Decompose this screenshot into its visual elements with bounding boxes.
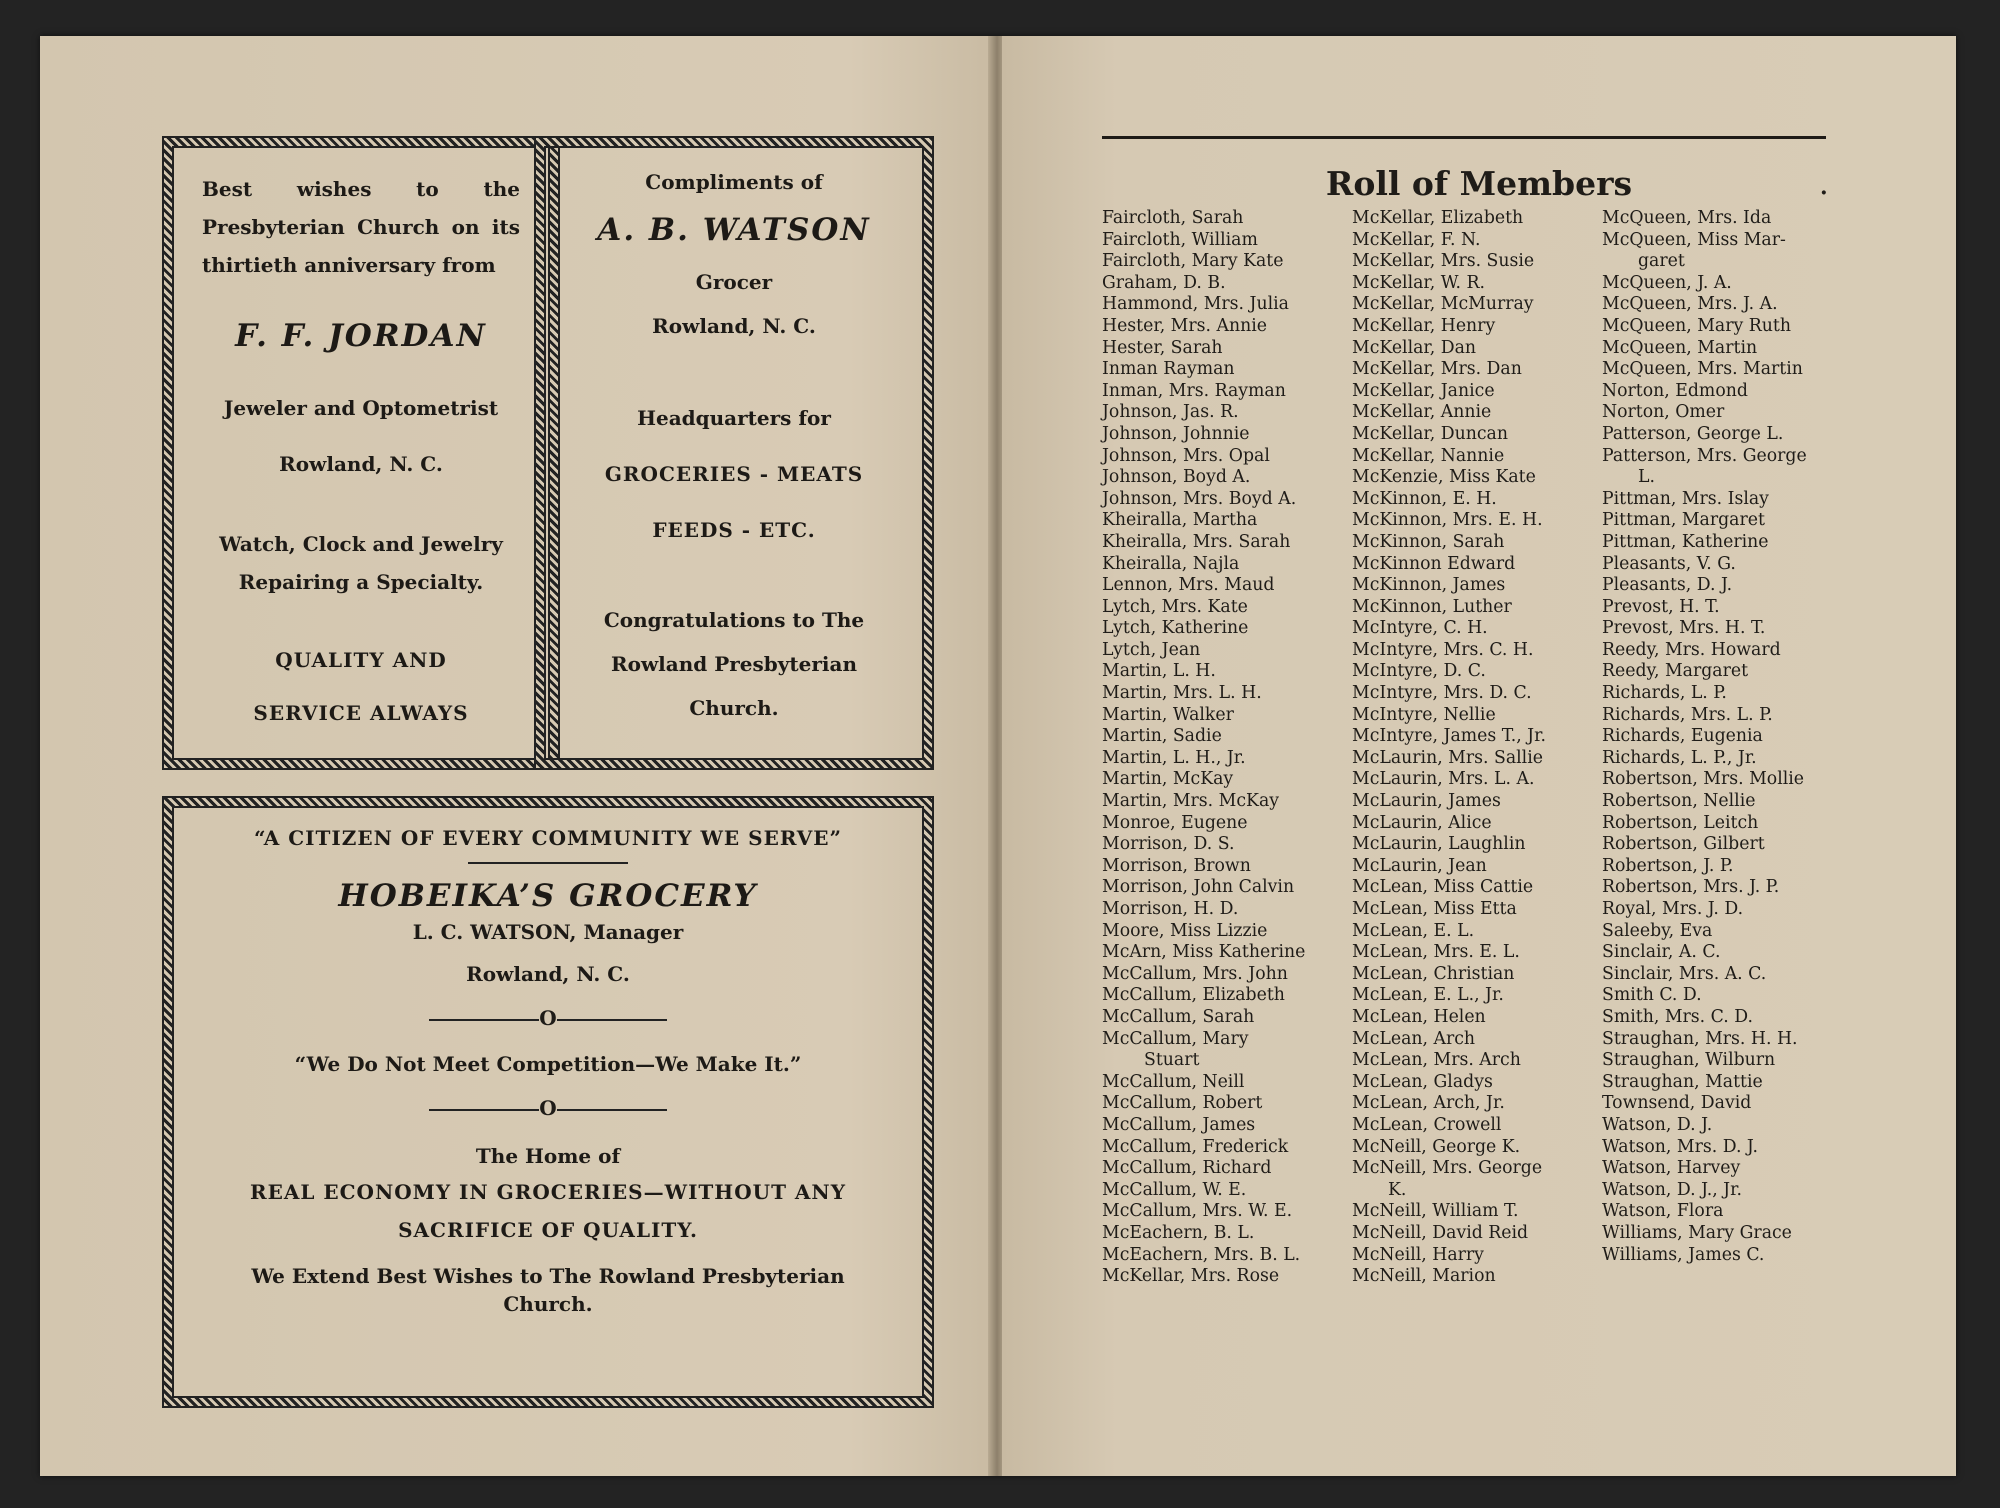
- hobeika-wishes-2: Church.: [503, 1292, 593, 1316]
- jordan-location: Rowland, N. C.: [279, 452, 443, 476]
- member-name: Saleeby, Eva: [1602, 920, 1713, 941]
- member-name: McKellar, Mrs. Dan: [1352, 359, 1522, 380]
- member-name: McLaurin, Laughlin: [1352, 834, 1526, 855]
- member-name: Graham, D. B.: [1102, 272, 1226, 293]
- member-name: Robertson, Nellie: [1602, 791, 1756, 812]
- member-name: McCallum, James: [1102, 1114, 1256, 1135]
- watson-hq: Headquarters for: [637, 406, 831, 430]
- watson-location: Rowland, N. C.: [652, 314, 816, 338]
- member-name: McLaurin, James: [1352, 791, 1501, 812]
- member-name: Pleasants, V. G.: [1602, 553, 1736, 574]
- member-name: Kheiralla, Martha: [1102, 510, 1258, 531]
- ad-hobeika: [162, 796, 934, 1408]
- member-name: McLean, Arch, Jr.: [1352, 1093, 1505, 1114]
- member-name: Morrison, Brown: [1102, 855, 1251, 876]
- member-name: Kheiralla, Najla: [1102, 553, 1240, 574]
- member-name: K.: [1388, 1179, 1407, 1200]
- member-name: McLaurin, Mrs. Sallie: [1352, 747, 1543, 768]
- member-name: Royal, Mrs. J. D.: [1602, 899, 1744, 919]
- hobeika-name: HOBEIKA’S GROCERY: [338, 878, 758, 914]
- member-name: McIntyre, Mrs. C. H.: [1352, 639, 1534, 660]
- member-name: Prevost, Mrs. H. T.: [1602, 618, 1766, 639]
- member-name: Richards, Mrs. L. P.: [1602, 704, 1773, 725]
- jordan-name: F. F. JORDAN: [235, 318, 487, 354]
- member-name: McCallum, Richard: [1102, 1158, 1272, 1179]
- member-name: Lytch, Jean: [1102, 639, 1201, 660]
- member-name: Hester, Mrs. Annie: [1102, 315, 1267, 336]
- member-name: McKinnon, Mrs. E. H.: [1352, 510, 1543, 531]
- member-name: McQueen, Mrs. J. A.: [1602, 294, 1778, 315]
- left-page: [40, 36, 992, 1476]
- ad-watson: [534, 136, 934, 770]
- member-name: McCallum, Mrs. W. E.: [1102, 1201, 1293, 1222]
- member-name: McCallum, Robert: [1102, 1093, 1263, 1114]
- top-rule: [1102, 136, 1826, 139]
- separator-2: [172, 1096, 924, 1120]
- member-name: McQueen, Mrs. Ida: [1602, 208, 1772, 228]
- member-name: McLean, Christian: [1352, 963, 1515, 984]
- member-name: McKinnon, E. H.: [1352, 488, 1497, 509]
- member-name: Inman Rayman: [1102, 359, 1235, 380]
- member-name: Robertson, J. P.: [1602, 855, 1734, 876]
- watson-intro: Compliments of: [645, 170, 823, 194]
- member-name: McEachern, B. L.: [1102, 1222, 1255, 1243]
- member-name: Watson, Mrs. D. J.: [1602, 1136, 1759, 1157]
- member-name: McNeill, Harry: [1352, 1244, 1484, 1265]
- member-name: L.: [1638, 467, 1655, 488]
- member-name: Reedy, Margaret: [1602, 661, 1749, 682]
- member-name: Inman, Mrs. Rayman: [1102, 380, 1286, 401]
- member-name: Robertson, Mrs. J. P.: [1602, 877, 1780, 898]
- member-name: McQueen, Martin: [1602, 337, 1758, 358]
- member-name: Martin, Mrs. McKay: [1102, 791, 1280, 812]
- member-name: McLaurin, Jean: [1352, 855, 1487, 876]
- member-name: Richards, L. P.: [1602, 683, 1727, 704]
- member-name: McKellar, Henry: [1352, 315, 1496, 336]
- member-name: McLaurin, Alice: [1352, 812, 1492, 833]
- watson-name: A. B. WATSON: [597, 212, 871, 248]
- member-name: Johnson, Mrs. Boyd A.: [1102, 488, 1297, 509]
- member-name: Robertson, Gilbert: [1602, 834, 1765, 855]
- member-name: Pittman, Mrs. Islay: [1602, 488, 1769, 509]
- hobeika-economy-2: SACRIFICE OF QUALITY.: [398, 1218, 698, 1242]
- member-name: Martin, McKay: [1102, 769, 1234, 790]
- member-name: Lytch, Mrs. Kate: [1102, 596, 1248, 617]
- watson-congrats-3: Church.: [689, 696, 779, 720]
- members-column-2: [1352, 208, 1602, 1288]
- member-name: McCallum, W. E.: [1102, 1179, 1247, 1200]
- member-name: Johnson, Jas. R.: [1102, 402, 1239, 423]
- member-name: McLean, Crowell: [1352, 1114, 1502, 1135]
- member-name: McNeill, Marion: [1352, 1266, 1496, 1287]
- separator-1: [172, 1006, 924, 1030]
- member-name: Martin, Mrs. L. H.: [1102, 683, 1262, 704]
- member-name: McKellar, Duncan: [1352, 423, 1508, 444]
- member-name: Watson, Flora: [1602, 1201, 1724, 1222]
- member-name: McLean, E. L., Jr.: [1352, 985, 1504, 1006]
- member-name: Straughan, Wilburn: [1602, 1050, 1776, 1071]
- member-name: Morrison, H. D.: [1102, 899, 1239, 919]
- member-name: Richards, L. P., Jr.: [1602, 747, 1757, 768]
- right-page: [1002, 36, 1956, 1476]
- separator-mark: O: [539, 1096, 557, 1120]
- member-name: McKellar, W. R.: [1352, 272, 1485, 293]
- member-name: McIntyre, Nellie: [1352, 704, 1496, 725]
- members-column-3: [1602, 208, 1852, 1266]
- member-name: Martin, L. H., Jr.: [1102, 747, 1246, 768]
- member-name: Lennon, Mrs. Maud: [1102, 575, 1275, 596]
- member-name: McKellar, Mrs. Rose: [1102, 1266, 1280, 1287]
- member-name: Faircloth, Mary Kate: [1102, 251, 1284, 272]
- member-name: McLean, Miss Cattie: [1352, 877, 1534, 898]
- member-name: McLean, Mrs. Arch: [1352, 1050, 1521, 1071]
- stray-dot: ·: [1820, 180, 1828, 206]
- member-name: McQueen, Mary Ruth: [1602, 315, 1791, 336]
- member-name: Watson, D. J., Jr.: [1602, 1179, 1742, 1200]
- member-name: Pleasants, D. J.: [1602, 575, 1733, 596]
- member-name: Smith, Mrs. C. D.: [1602, 1006, 1753, 1027]
- member-name: McKinnon, Luther: [1352, 596, 1512, 617]
- member-name: Johnson, Johnnie: [1102, 423, 1250, 444]
- member-name: McIntyre, C. H.: [1352, 618, 1488, 639]
- member-name: McKenzie, Miss Kate: [1352, 467, 1536, 488]
- member-name: McCallum, Neill: [1102, 1071, 1245, 1092]
- member-name: McLean, Arch: [1352, 1028, 1476, 1049]
- member-name: Martin, L. H.: [1102, 661, 1216, 682]
- jordan-specialty-2: Repairing a Specialty.: [238, 570, 484, 594]
- member-name: Watson, D. J.: [1602, 1114, 1713, 1135]
- member-name: McArn, Miss Katherine: [1102, 942, 1306, 963]
- member-name: McLean, Helen: [1352, 1006, 1486, 1027]
- member-name: Norton, Omer: [1602, 402, 1725, 423]
- member-name: McCallum, Mrs. John: [1102, 963, 1288, 984]
- booklet-spread: [40, 36, 1956, 1476]
- member-name: McLean, Miss Etta: [1352, 899, 1517, 919]
- member-name: Pittman, Margaret: [1602, 510, 1765, 531]
- member-name: Faircloth, William: [1102, 229, 1258, 250]
- member-name: McKellar, Elizabeth: [1352, 208, 1524, 228]
- member-name: McQueen, J. A.: [1602, 272, 1732, 293]
- member-name: Patterson, George L.: [1602, 423, 1784, 444]
- member-name: Robertson, Leitch: [1602, 812, 1759, 833]
- jordan-trade: Jeweler and Optometrist: [223, 396, 499, 420]
- member-name: McKellar, Janice: [1352, 380, 1495, 401]
- member-name: McIntyre, Mrs. D. C.: [1352, 683, 1532, 704]
- hobeika-quote: “We Do Not Meet Competition—We Make It.”: [294, 1052, 802, 1076]
- member-name: Monroe, Eugene: [1102, 812, 1248, 833]
- member-name: McKinnon, James: [1352, 575, 1506, 596]
- watson-trade: Grocer: [695, 270, 773, 294]
- member-name: Stuart: [1144, 1050, 1200, 1071]
- member-name: Kheiralla, Mrs. Sarah: [1102, 531, 1291, 552]
- hobeika-location: Rowland, N. C.: [466, 962, 630, 986]
- member-name: McKellar, Nannie: [1352, 445, 1505, 466]
- member-name: Morrison, D. S.: [1102, 834, 1235, 855]
- member-name: McCallum, Frederick: [1102, 1136, 1289, 1157]
- member-name: McLean, Gladys: [1352, 1071, 1493, 1092]
- separator-mark: O: [539, 1006, 557, 1030]
- member-name: McKellar, McMurray: [1352, 294, 1534, 315]
- member-name: McCallum, Mary: [1102, 1028, 1249, 1049]
- jordan-specialty-1: Watch, Clock and Jewelry: [219, 532, 503, 556]
- watson-congrats-2: Rowland Presbyterian: [611, 652, 857, 676]
- member-name: Townsend, David: [1602, 1093, 1752, 1114]
- watson-goods-1: GROCERIES - MEATS: [604, 462, 864, 486]
- member-name: McKellar, Annie: [1352, 402, 1492, 423]
- member-name: McNeill, George K.: [1352, 1136, 1521, 1157]
- member-name: Hammond, Mrs. Julia: [1102, 294, 1289, 315]
- hobeika-economy-1: REAL ECONOMY IN GROCERIES—WITHOUT ANY: [249, 1180, 846, 1204]
- member-name: Martin, Sadie: [1102, 726, 1222, 747]
- jordan-intro: Best wishes to the Presbyterian Church on its thirtieth anniversary from: [202, 177, 520, 277]
- member-name: Prevost, H. T.: [1602, 596, 1720, 617]
- member-name: Reedy, Mrs. Howard: [1602, 639, 1781, 660]
- member-name: McIntyre, James T., Jr.: [1352, 726, 1546, 747]
- member-name: Morrison, John Calvin: [1102, 877, 1295, 898]
- hobeika-rule: [468, 862, 628, 864]
- member-name: Sinclair, A. C.: [1602, 942, 1721, 963]
- member-name: McQueen, Mrs. Martin: [1602, 359, 1803, 380]
- member-name: Straughan, Mattie: [1602, 1071, 1763, 1092]
- watson-goods-2: FEEDS - ETC.: [652, 518, 816, 542]
- member-name: McKellar, Mrs. Susie: [1352, 251, 1535, 272]
- member-name: Moore, Miss Lizzie: [1102, 920, 1268, 941]
- member-name: Johnson, Boyd A.: [1102, 467, 1251, 488]
- member-name: Martin, Walker: [1102, 704, 1234, 725]
- member-name: Sinclair, Mrs. A. C.: [1602, 963, 1767, 984]
- members-column-1: [1102, 208, 1352, 1288]
- hobeika-manager: L. C. WATSON, Manager: [412, 920, 684, 944]
- member-name: McEachern, Mrs. B. L.: [1102, 1244, 1301, 1265]
- member-name: Richards, Eugenia: [1602, 726, 1763, 747]
- member-name: McLean, Mrs. E. L.: [1352, 942, 1520, 963]
- member-name: Lytch, Katherine: [1102, 618, 1249, 639]
- member-name: McKinnon Edward: [1352, 553, 1516, 574]
- ad-jordan: [162, 136, 560, 770]
- jordan-slogan-1: QUALITY AND: [275, 648, 447, 672]
- roll-title: Roll of Members: [1325, 164, 1633, 203]
- member-name: Johnson, Mrs. Opal: [1102, 445, 1270, 466]
- member-name: Straughan, Mrs. H. H.: [1602, 1028, 1798, 1049]
- hobeika-home: The Home of: [475, 1144, 621, 1168]
- member-name: McKellar, F. N.: [1352, 229, 1481, 250]
- member-name: Williams, Mary Grace: [1602, 1222, 1792, 1243]
- member-name: McCallum, Elizabeth: [1102, 985, 1285, 1006]
- member-name: McKellar, Dan: [1352, 337, 1477, 358]
- member-name: McNeill, Mrs. George: [1352, 1158, 1543, 1179]
- member-name: McQueen, Miss Mar-: [1602, 229, 1786, 250]
- member-name: McLean, E. L.: [1352, 920, 1475, 941]
- member-name: Smith C. D.: [1602, 985, 1702, 1006]
- member-name: Robertson, Mrs. Mollie: [1602, 769, 1805, 790]
- member-name: Pittman, Katherine: [1602, 531, 1769, 552]
- member-name: McNeill, David Reid: [1352, 1222, 1529, 1243]
- jordan-slogan-2: SERVICE ALWAYS: [253, 701, 469, 725]
- member-name: Norton, Edmond: [1602, 380, 1748, 401]
- member-name: McLaurin, Mrs. L. A.: [1352, 769, 1535, 790]
- member-name: Faircloth, Sarah: [1102, 208, 1244, 228]
- watson-congrats-1: Congratulations to The: [603, 608, 865, 632]
- member-name: McNeill, William T.: [1352, 1201, 1519, 1222]
- member-name: McIntyre, D. C.: [1352, 661, 1486, 682]
- member-name: garet: [1638, 251, 1685, 272]
- member-name: McCallum, Sarah: [1102, 1006, 1255, 1027]
- hobeika-wishes-1: We Extend Best Wishes to The Rowland Presbyterian: [251, 1264, 845, 1288]
- member-name: Hester, Sarah: [1102, 337, 1223, 358]
- member-name: Watson, Harvey: [1602, 1158, 1741, 1179]
- hobeika-motto: “A CITIZEN OF EVERY COMMUNITY WE SERVE”: [253, 826, 842, 850]
- member-name: Patterson, Mrs. George: [1602, 445, 1807, 466]
- member-name: Williams, James C.: [1602, 1244, 1765, 1265]
- member-name: McKinnon, Sarah: [1352, 531, 1505, 552]
